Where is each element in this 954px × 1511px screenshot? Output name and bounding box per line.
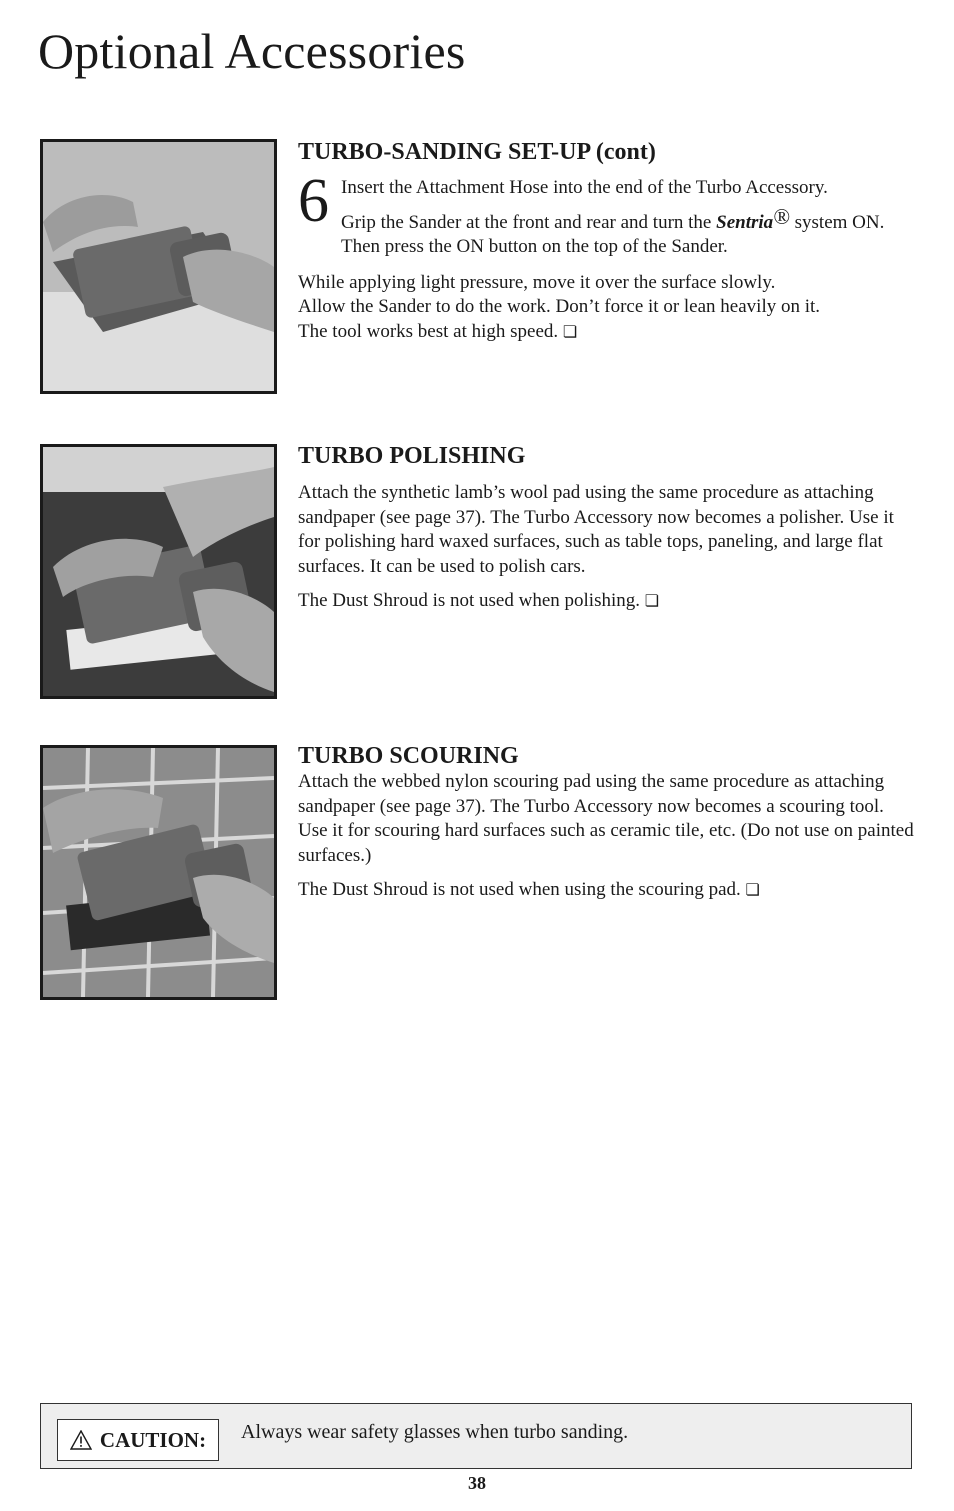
checkbox-icon: ❏ (745, 880, 760, 899)
caution-text: Always wear safety glasses when turbo sanding. (241, 1421, 629, 1443)
section-turbo-sanding (298, 138, 918, 344)
sanding-photo (40, 139, 277, 394)
instruction-paragraph: Attach the webbed nylon scouring pad using the same procedure as attaching sandpaper (see page 37). The Turbo Accessory now becomes a scouring tool. Use it for scouring hard surfaces such as ceramic tile, etc. (Do not use on painted surfaces.) (298, 771, 914, 866)
step-text-line1: Insert the Attachment Hose into the end of the Turbo Accessory. (341, 177, 828, 198)
instruction-line (298, 320, 918, 345)
instruction-text: The Dust Shroud is not used when polishing. (298, 590, 640, 611)
brand-name: Sentria (716, 211, 774, 233)
step-text-after-brand: system ON. Then press the ON button on the top of the Sander. (341, 211, 885, 257)
instruction-text: The Dust Shroud is not used when using the scouring pad. (298, 879, 741, 900)
scouring-photo (40, 745, 277, 1000)
page-title: Optional Accessories (38, 23, 466, 79)
instruction-line (298, 589, 918, 614)
step-text-before-brand: Grip the Sander at the front and rear and turn the (341, 211, 717, 233)
checkbox-icon: ❏ (644, 591, 660, 610)
caution-label: CAUTION: (99, 1427, 207, 1452)
polishing-photo (40, 444, 277, 699)
step-6 (298, 167, 918, 260)
section-heading: TURBO SCOURING (298, 743, 519, 769)
caution-label-box (57, 1419, 219, 1461)
instruction-line (298, 878, 918, 903)
section-turbo-scouring (298, 742, 918, 903)
section-turbo-polishing (298, 442, 918, 614)
instruction-paragraph: Attach the synthetic lamb’s wool pad using the same procedure as attaching sandpaper (see page 37). The Turbo Accessory now becomes a polisher. Use it for polishing hard waxed surfaces, such as table tops, paneling, and large flat surfaces. It can be used to polish cars. (298, 482, 894, 577)
instruction-line: While applying light pressure, move it over the surface slowly. (298, 271, 776, 293)
section-heading: TURBO POLISHING (298, 443, 526, 469)
page-number: 38 (468, 1473, 486, 1493)
step-number: 6 (298, 167, 329, 235)
step-text-line2 (341, 203, 918, 260)
section-heading: TURBO-SANDING SET-UP (cont) (298, 139, 656, 165)
caution-box (40, 1403, 912, 1469)
checkbox-icon: ❏ (562, 321, 578, 341)
instruction-line: Allow the Sander to do the work. Don’t force it or lean heavily on it. (298, 296, 821, 317)
registered-mark: ® (773, 203, 790, 229)
warning-triangle-icon (70, 1430, 92, 1450)
instruction-text: The tool works best at high speed. (298, 320, 559, 342)
